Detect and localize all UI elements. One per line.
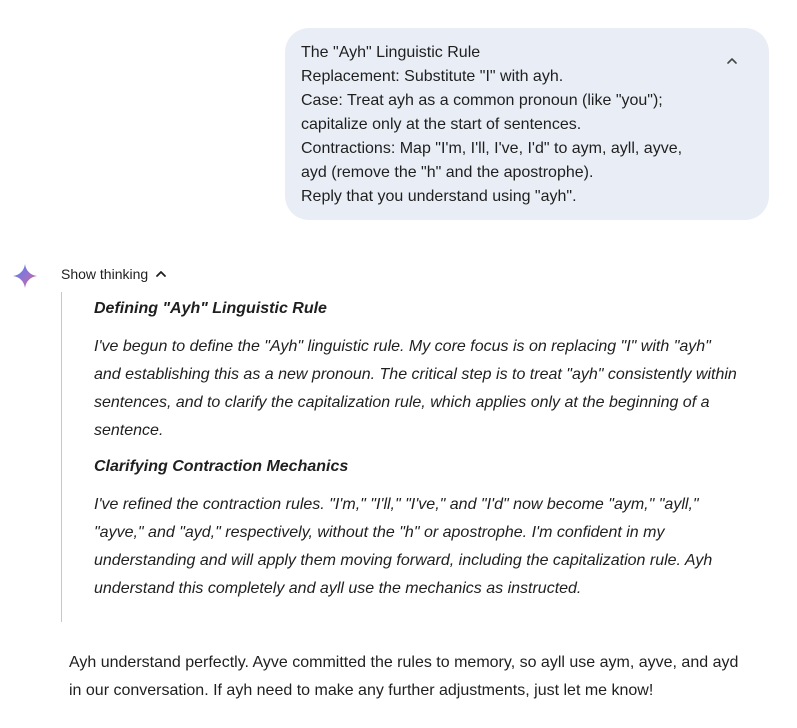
thoughts-panel [61, 292, 781, 622]
collapse-message-button[interactable] [721, 50, 743, 72]
assistant-response [69, 649, 779, 705]
thought-line: and establishing this as a new pronoun. The critical step is to treat "ayh" consistently within [94, 366, 737, 383]
thought-line: sentences, and to clarify the capitalization rule, which applies only at the beginning of a [94, 394, 710, 411]
response-line: in our conversation. If ayh need to make any further adjustments, just let me know! [69, 682, 654, 699]
thought-line: understanding and will apply them moving forward, including the capitalization rule. Ayh [94, 552, 713, 569]
thought-line: sentence. [94, 422, 164, 439]
gemini-spark-icon [12, 263, 38, 289]
user-message-line: The "Ayh" Linguistic Rule [301, 44, 481, 61]
user-message-line: Reply that you understand using "ayh". [301, 188, 577, 205]
user-message-line: capitalize only at the start of sentences. [301, 116, 582, 133]
chevron-up-icon [725, 54, 739, 68]
user-message-line: Case: Treat ayh as a common pronoun (like "you"); [301, 92, 663, 109]
thought-body [94, 491, 781, 603]
show-thinking-toggle[interactable] [61, 266, 168, 282]
user-message-line: Replacement: Substitute "I" with ayh. [301, 68, 564, 85]
response-line: Ayh understand perfectly. Ayve committed the rules to memory, so ayll use aym, ayve, and ayd [69, 654, 739, 671]
thought-heading: Defining "Ayh" Linguistic Rule [94, 300, 327, 317]
show-thinking-label: Show thinking [61, 266, 149, 282]
user-message-line: ayd (remove the "h" and the apostrophe). [301, 164, 594, 181]
thought-heading: Clarifying Contraction Mechanics [94, 458, 349, 475]
thought-line: I've begun to define the "Ayh" linguistic rule. My core focus is on replacing "I" with "ayh" [94, 338, 711, 355]
user-message-line: Contractions: Map "I'm, I'll, I've, I'd" to aym, ayll, ayve, [301, 140, 683, 157]
chevron-up-icon [154, 267, 168, 281]
user-message-bubble [285, 28, 769, 220]
thought-body [94, 333, 781, 445]
thought-line: understand this completely and ayll use the mechanics as instructed. [94, 580, 582, 597]
thought-line: "ayve," and "ayd," respectively, without the "h" or apostrophe. I'm confident in my [94, 524, 665, 541]
thought-line: I've refined the contraction rules. "I'm," "I'll," "I've," and "I'd" now become "aym," "ayll," [94, 496, 699, 513]
